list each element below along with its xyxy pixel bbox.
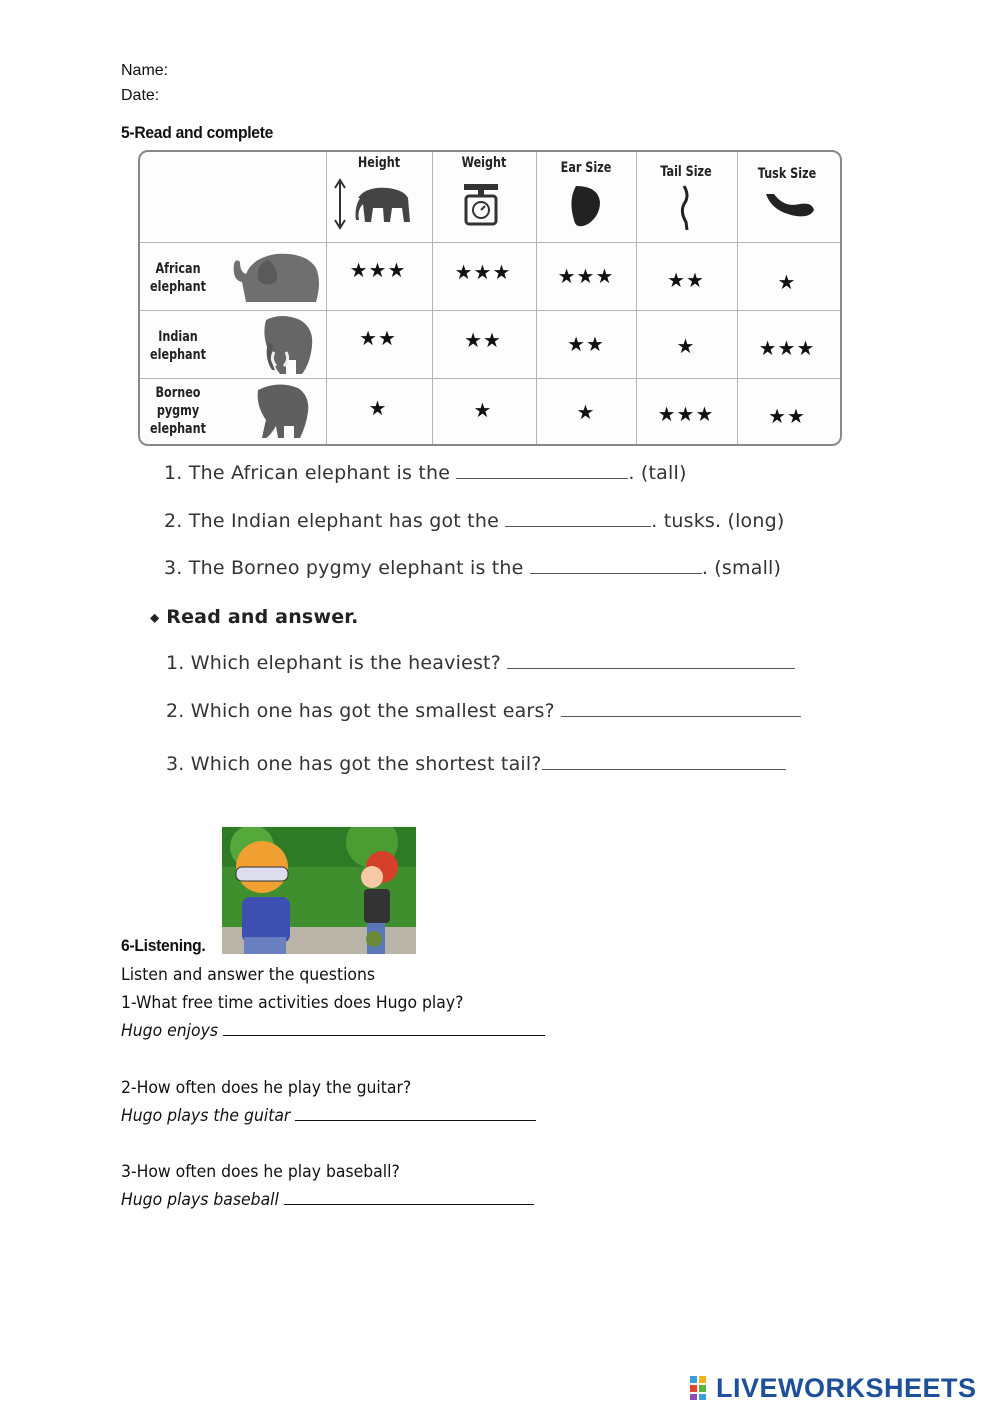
star-cell: ★★★ xyxy=(349,260,407,282)
star-cell: ★★ xyxy=(667,270,705,292)
listening-a2: Hugo plays the guitar xyxy=(121,1106,536,1126)
col-ear-size: Ear Size xyxy=(560,160,612,176)
answer-blank[interactable] xyxy=(507,667,795,669)
read-answer-heading: ◆ Read and answer. xyxy=(150,606,359,628)
liveworksheets-icon xyxy=(690,1376,716,1400)
star-cell: ★★ xyxy=(464,330,502,352)
answer-blank[interactable] xyxy=(561,715,801,717)
answer-blank[interactable] xyxy=(505,525,651,527)
star-cell: ★ xyxy=(676,336,696,358)
star-cell: ★ xyxy=(473,400,493,422)
section5-title: 5-Read and complete xyxy=(121,123,274,142)
date-label: Date: xyxy=(121,87,160,104)
answer-blank[interactable] xyxy=(456,477,628,479)
scale-icon xyxy=(456,180,506,230)
cartoon-kids-image xyxy=(222,827,416,954)
ear-icon xyxy=(566,182,606,232)
section6-title: 6-Listening. xyxy=(121,936,206,955)
indian-elephant-image xyxy=(250,312,320,376)
star-cell: ★ xyxy=(368,398,388,420)
row-borneo-label: Borneo pygmy elephant xyxy=(150,385,206,437)
row-african-label: African elephant xyxy=(150,261,206,295)
answer-line[interactable] xyxy=(295,1120,536,1121)
answer-blank[interactable] xyxy=(542,768,786,770)
elephant-table xyxy=(138,150,842,446)
tusk-icon xyxy=(762,186,818,226)
height-elephant-icon xyxy=(330,176,430,232)
star-cell: ★★★ xyxy=(557,266,615,288)
answer-line[interactable] xyxy=(284,1204,534,1205)
bullet-icon: ◆ xyxy=(150,610,160,625)
tail-icon xyxy=(670,182,700,234)
name-label: Name: xyxy=(121,62,169,79)
star-cell: ★★ xyxy=(768,406,806,428)
listening-a1: Hugo enjoys xyxy=(121,1021,545,1041)
row-indian-label: Indian elephant xyxy=(150,329,206,363)
star-cell: ★★★ xyxy=(657,404,715,426)
star-cell: ★★★ xyxy=(454,262,512,284)
answer-q3: 3. Which one has got the shortest tail? xyxy=(166,753,786,775)
star-cell: ★ xyxy=(576,402,596,424)
complete-q3: 3. The Borneo pygmy elephant is the . (small) xyxy=(164,557,782,579)
col-tusk-size: Tusk Size xyxy=(757,166,817,182)
african-elephant-image xyxy=(228,246,324,306)
col-tail-size: Tail Size xyxy=(660,164,712,180)
answer-q1: 1. Which elephant is the heaviest? xyxy=(166,652,795,674)
answer-line[interactable] xyxy=(223,1035,545,1036)
star-cell: ★ xyxy=(777,272,797,294)
liveworksheets-logo xyxy=(690,1373,977,1403)
listening-a3: Hugo plays baseball xyxy=(121,1190,534,1210)
complete-q1: 1. The African elephant is the . (tall) xyxy=(164,462,687,484)
star-cell: ★★ xyxy=(567,334,605,356)
complete-q2: 2. The Indian elephant has got the . tusks. (long) xyxy=(164,510,785,532)
col-height: Height xyxy=(357,155,401,171)
star-cell: ★★ xyxy=(359,328,397,350)
borneo-elephant-image xyxy=(244,380,314,440)
corner-cell xyxy=(140,152,326,242)
listening-q3: 3-How often does he play baseball? xyxy=(121,1162,400,1182)
brand-text: LIVEWORKSHEETS xyxy=(716,1372,977,1403)
textbook-scan xyxy=(120,146,885,796)
answer-q2: 2. Which one has got the smallest ears? xyxy=(166,700,801,722)
star-cell: ★★★ xyxy=(758,338,816,360)
listening-q1: 1-What free time activities does Hugo play? xyxy=(121,993,464,1013)
listening-intro: Listen and answer the questions xyxy=(121,965,376,985)
answer-blank[interactable] xyxy=(530,572,702,574)
col-weight: Weight xyxy=(461,155,507,171)
listening-q2: 2-How often does he play the guitar? xyxy=(121,1078,412,1098)
